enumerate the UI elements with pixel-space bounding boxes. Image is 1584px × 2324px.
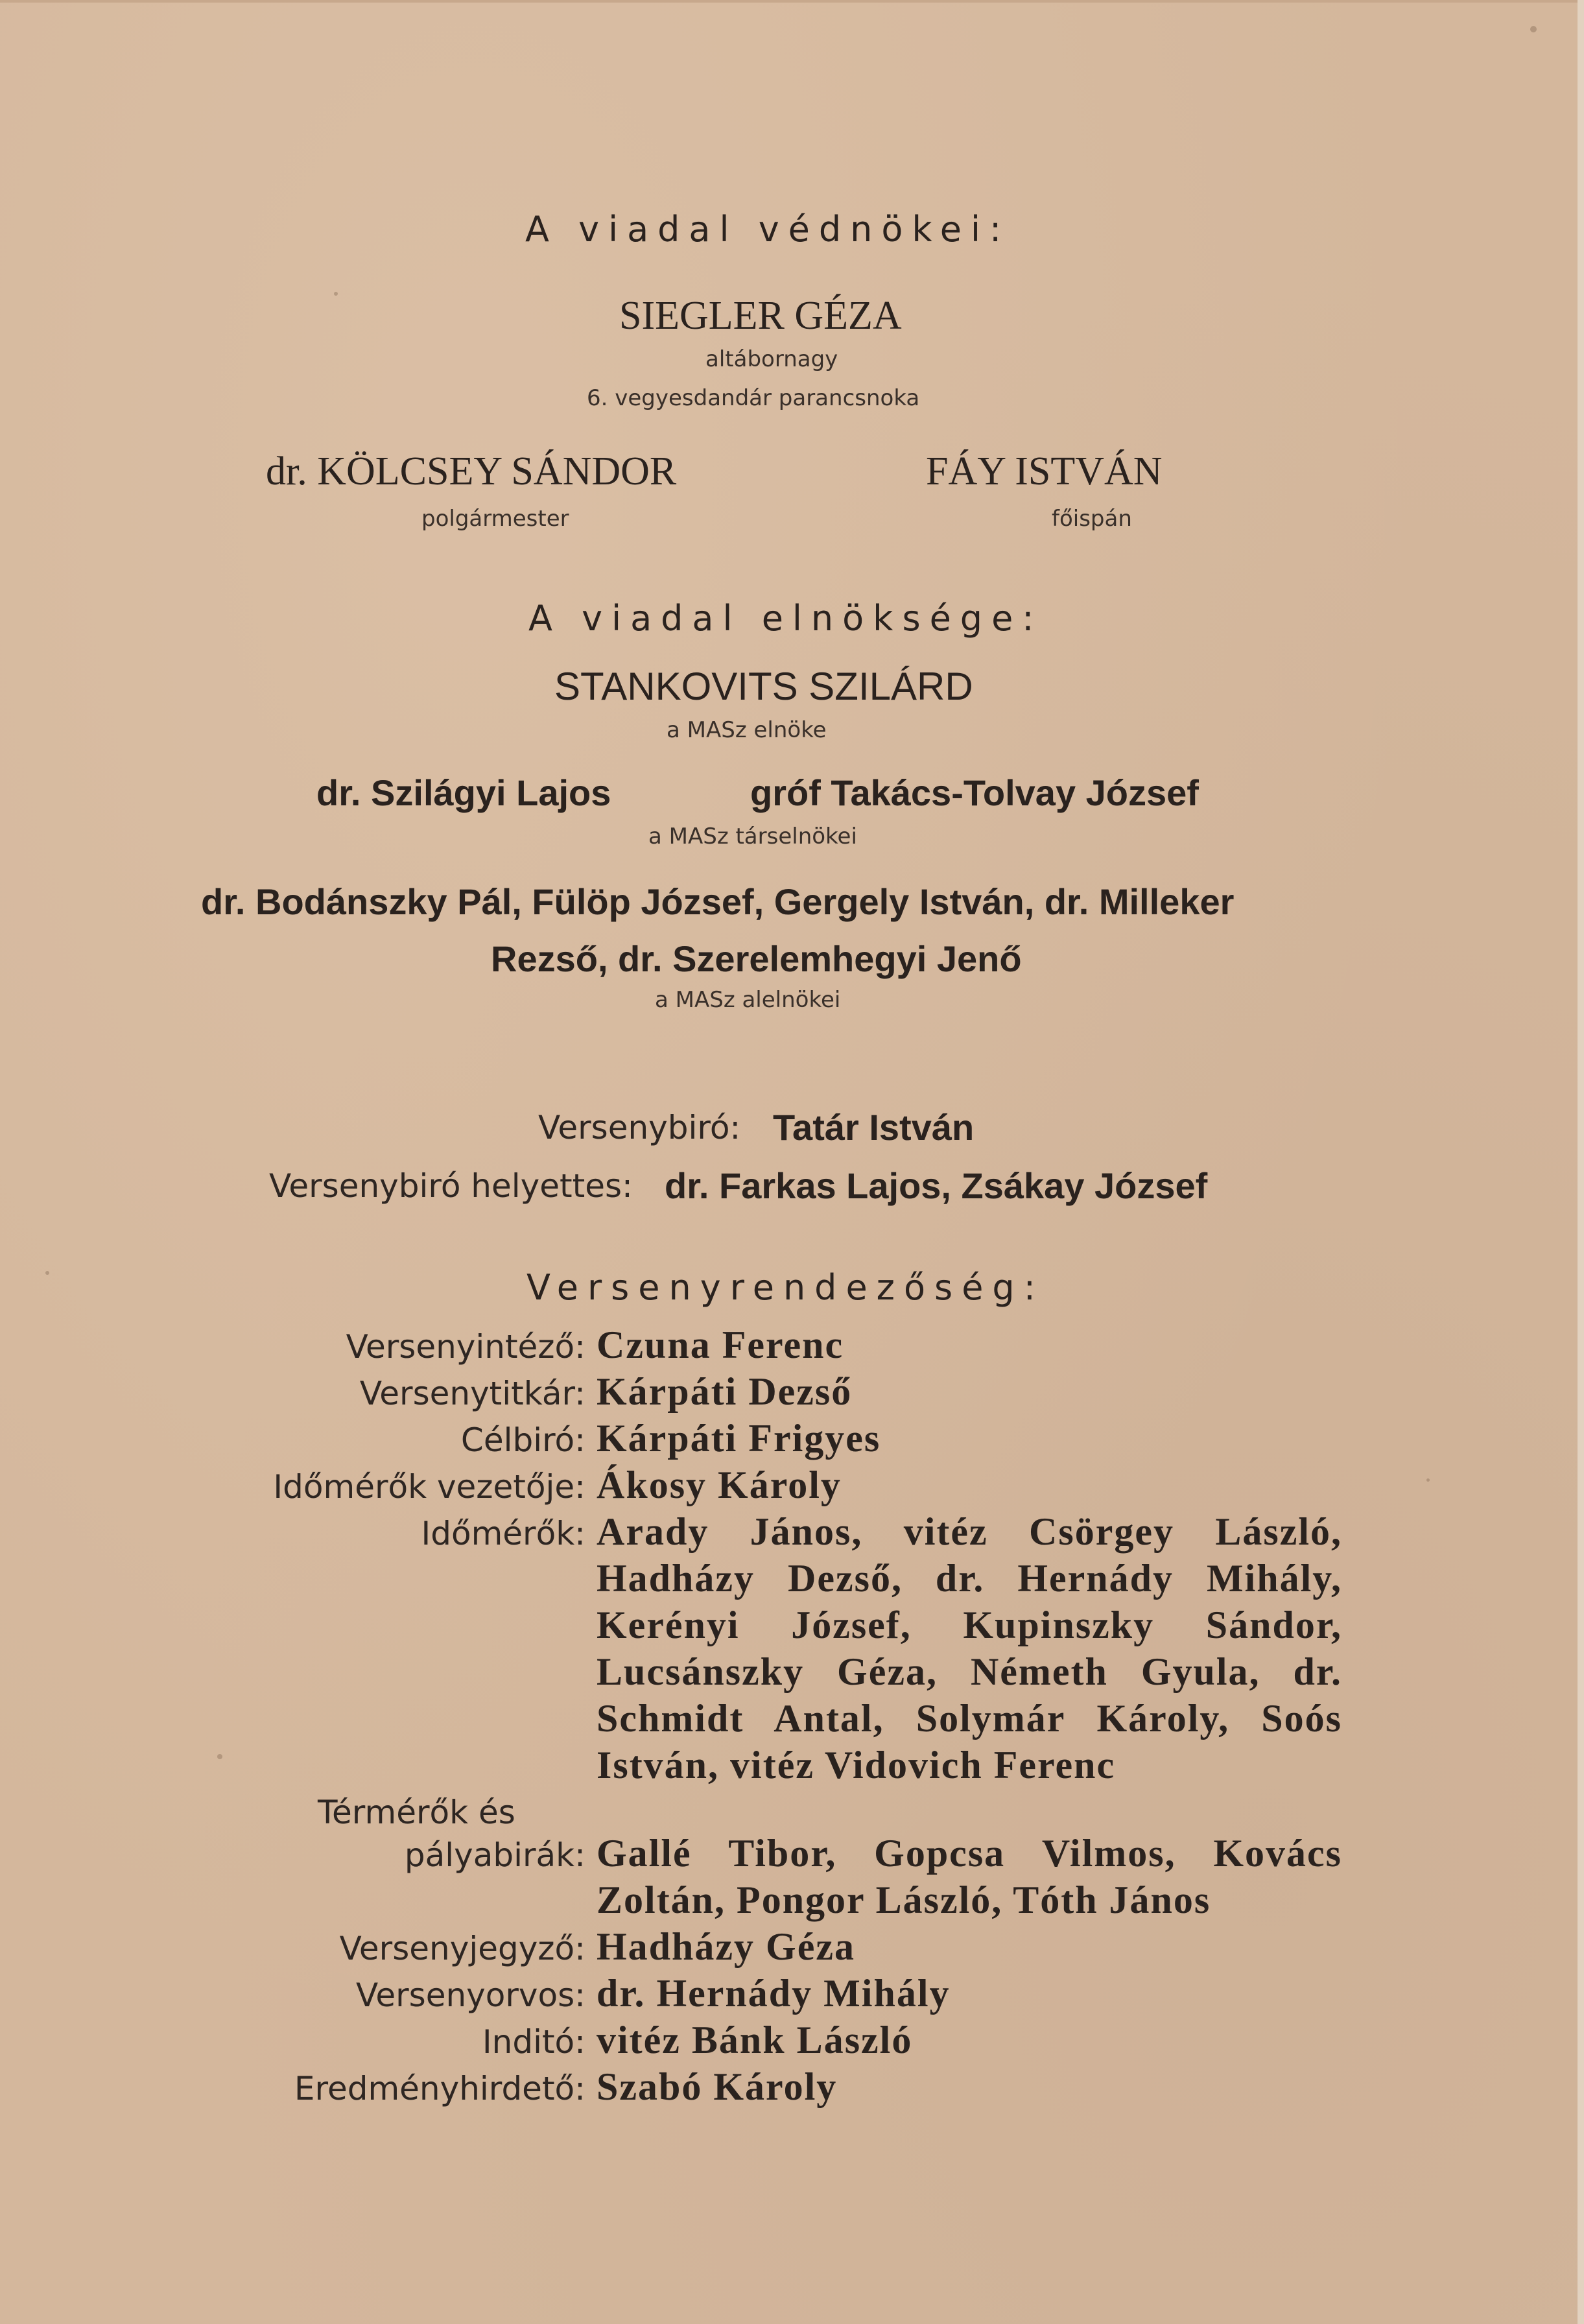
paper-speck bbox=[45, 1271, 49, 1275]
referee-name: Tatár István bbox=[773, 1107, 975, 1148]
paper-right-edge bbox=[1578, 0, 1584, 2324]
organizer-role-label: Eredményhirdető: bbox=[294, 2070, 585, 2107]
organizer-role-label-line: pályabirák: bbox=[404, 1836, 585, 1874]
timekeepers-line: Schmidt Antal, Solymár Károly, Soós bbox=[597, 1697, 1342, 1740]
organizer-role-label: Inditó: bbox=[482, 2023, 585, 2061]
paper-top-edge bbox=[0, 0, 1584, 3]
vice-presidents-title: a MASz alelnökei bbox=[655, 987, 841, 1013]
organizer-person: Kárpáti Frigyes bbox=[597, 1417, 881, 1460]
organizer-person: Czuna Ferenc bbox=[597, 1323, 844, 1366]
patron-left-title: polgármester bbox=[421, 506, 569, 532]
organizer-person: Hadházy Géza bbox=[597, 1925, 855, 1968]
deputy-referee-label: Versenybiró helyettes: bbox=[269, 1167, 633, 1205]
patron-right-name: FÁY ISTVÁN bbox=[926, 449, 1163, 493]
organizers-heading: Versenyrendezőség: bbox=[526, 1267, 1045, 1308]
patrons-heading: A viadal védnökei: bbox=[525, 209, 1011, 250]
presidency-heading: A viadal elnöksége: bbox=[528, 598, 1043, 639]
judges-line: Gallé Tibor, Gopcsa Vilmos, Kovács bbox=[597, 1832, 1342, 1875]
referee-label: Versenybiró: bbox=[538, 1109, 741, 1146]
judges-line: Zoltán, Pongor László, Tóth János bbox=[597, 1879, 1211, 1921]
patron-main-subtitle: 6. vegyesdandár parancsnoka bbox=[587, 385, 920, 411]
copresident-2: gróf Takács-Tolvay József bbox=[750, 772, 1199, 813]
organizer-role-label: Versenyjegyző: bbox=[339, 1930, 585, 1967]
organizer-role-label: Időmérők vezetője: bbox=[273, 1468, 585, 1506]
timekeepers-line: Lucsánszky Géza, Németh Gyula, dr. bbox=[597, 1650, 1342, 1693]
copresidents-title: a MASz társelnökei bbox=[648, 824, 857, 849]
organizer-role-label: Versenyorvos: bbox=[356, 1976, 585, 2014]
organizer-role-label: Versenytitkár: bbox=[359, 1375, 585, 1412]
vice-presidents-line-1: dr. Bodánszky Pál, Fülöp József, Gergely István, dr. Milleker bbox=[201, 881, 1235, 922]
president-name: STANKOVITS SZILÁRD bbox=[554, 665, 973, 708]
organizer-role-label-line: Térmérők és bbox=[318, 1794, 515, 1831]
organizer-role-label: Időmérők: bbox=[421, 1515, 585, 1552]
organizer-person: Szabó Károly bbox=[597, 2065, 838, 2108]
copresident-1: dr. Szilágyi Lajos bbox=[316, 772, 611, 813]
paper-speck bbox=[1530, 26, 1537, 32]
organizer-person: dr. Hernády Mihály bbox=[597, 1972, 951, 2015]
organizer-person: vitéz Bánk László bbox=[597, 2019, 913, 2061]
patron-right-title: főispán bbox=[1052, 506, 1132, 532]
timekeepers-line: Hadházy Dezső, dr. Hernády Mihály, bbox=[597, 1557, 1342, 1600]
vice-presidents-line-2: Rezső, dr. Szerelemhegyi Jenő bbox=[491, 938, 1022, 979]
organizer-role-label: Célbiró: bbox=[460, 1421, 585, 1459]
paper-speck bbox=[217, 1754, 222, 1759]
paper-speck bbox=[1426, 1478, 1430, 1482]
timekeepers-line: Arady János, vitéz Csörgey László, bbox=[597, 1510, 1342, 1553]
patron-left-name: dr. KÖLCSEY SÁNDOR bbox=[266, 449, 677, 493]
organizer-role-label: Versenyintéző: bbox=[346, 1328, 585, 1366]
patron-main-title: altábornagy bbox=[705, 346, 838, 372]
president-title: a MASz elnöke bbox=[667, 717, 827, 743]
timekeepers-line: Kerényi József, Kupinszky Sándor, bbox=[597, 1604, 1342, 1646]
organizer-person: Ákosy Károly bbox=[597, 1464, 842, 1506]
organizer-person: Kárpáti Dezső bbox=[597, 1370, 853, 1413]
paper-speck bbox=[334, 292, 338, 296]
deputy-referee-names: dr. Farkas Lajos, Zsákay József bbox=[665, 1165, 1208, 1206]
patron-main-name: SIEGLER GÉZA bbox=[619, 294, 902, 338]
timekeepers-line: István, vitéz Vidovich Ferenc bbox=[597, 1744, 1116, 1786]
